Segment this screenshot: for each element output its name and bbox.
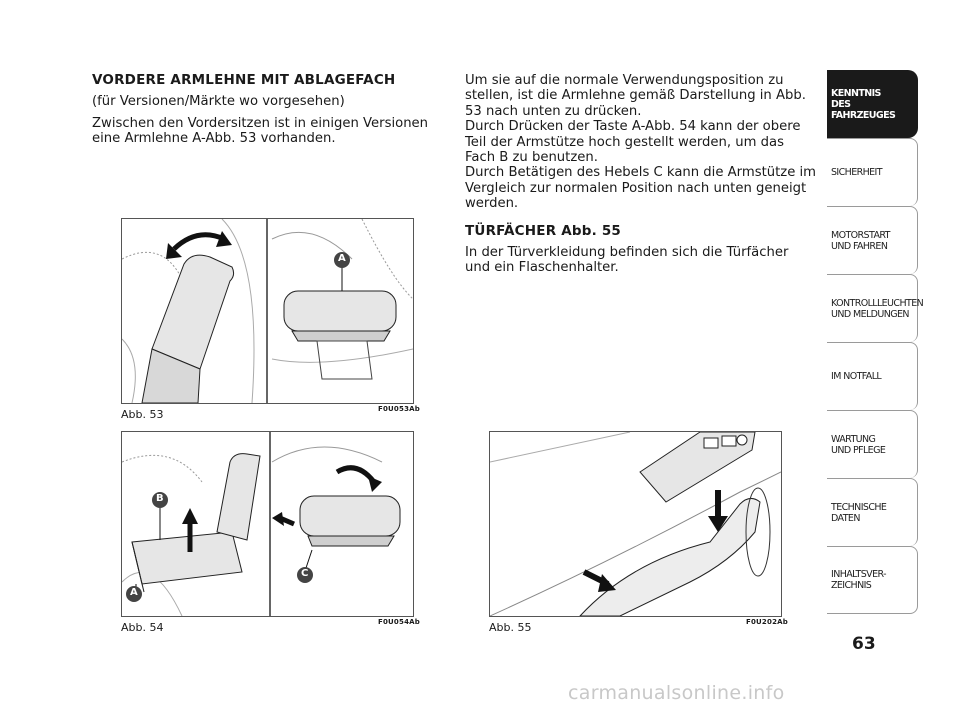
right-text-column: [465, 73, 817, 282]
tab-label: WARTUNG UND PFLEGE: [831, 433, 886, 456]
tab-sicherheit[interactable]: [827, 138, 918, 206]
tab-kontrollleuchten[interactable]: [827, 274, 924, 342]
figure-55-code: F0U202Ab: [746, 618, 788, 626]
armrest-paragraph-3: Durch Betätigen des Hebels C kann die Armstütze im Vergleich zur normalen Position nach unten geneigt werden.: [465, 165, 817, 212]
tab-label: KENNTNIS DES FAHRZEUGES: [831, 88, 896, 121]
marker-a-label: A: [338, 253, 346, 264]
tab-label: SICHERHEIT: [831, 167, 882, 178]
tab-wartung-und-pflege[interactable]: [827, 410, 918, 478]
tab-label: IM NOTFALL: [831, 371, 882, 382]
armrest-paragraph-1: Um sie auf die normale Verwendungsposition zu stellen, ist die Armlehne gemäß Darstellung in Abb. 53 nach unten zu drücken.: [465, 73, 806, 119]
figure-53-illustration: [121, 218, 414, 404]
tab-label: INHALTSVER- ZEICHNIS: [831, 569, 886, 591]
marker-b-label: B: [156, 493, 164, 504]
figure-54-illustration: [121, 431, 414, 617]
tab-inhaltsverzeichnis[interactable]: [827, 546, 918, 614]
tab-im-notfall[interactable]: [827, 342, 918, 410]
armrest-paragraph-2: Durch Drücken der Taste A-Abb. 54 kann der obere Teil der Armstütze hoch gestellt werden, um das Fach B zu benutzen.: [465, 119, 801, 166]
figure-53-code: F0U053Ab: [378, 405, 420, 413]
tab-label: KONTROLLLEUCHTEN UND MELDUNGEN: [831, 297, 924, 320]
tab-technische-daten[interactable]: [827, 478, 918, 546]
figure-53-caption: Abb. 53: [121, 408, 164, 421]
watermark: carmanualsonline.info: [568, 682, 785, 704]
marker-a-label-54: A: [130, 587, 138, 598]
section-heading-door-pockets: TÜRFÄCHER Abb. 55: [465, 222, 622, 239]
chapter-tabs: [827, 70, 924, 614]
marker-c-label: C: [301, 568, 309, 579]
armrest-intro-paragraph: Zwischen den Vordersitzen ist in einigen Versionen eine Armlehne A-Abb. 53 vorhanden.: [92, 115, 429, 147]
figure-54-caption: Abb. 54: [121, 621, 164, 634]
tab-motorstart-und-fahren[interactable]: [827, 206, 918, 274]
section-subheading: (für Versionen/Märkte wo vorgesehen): [92, 94, 345, 110]
figure-55-caption: Abb. 55: [489, 621, 532, 634]
door-pockets-paragraph: In der Türverkleidung befinden sich die Türfächer und ein Flaschenhalter.: [465, 245, 789, 276]
tab-label: MOTORSTART UND FAHREN: [831, 229, 890, 252]
page-number: 63: [852, 634, 876, 654]
figure-54-code: F0U054Ab: [378, 618, 420, 626]
section-heading-armrest: VORDERE ARMLEHNE MIT ABLAGEFACH: [92, 72, 396, 88]
left-text-column: [92, 73, 442, 153]
figure-55-illustration: [489, 431, 782, 617]
tab-label: TECHNISCHE DATEN: [831, 501, 887, 524]
tab-kenntnis-des-fahrzeuges[interactable]: [827, 70, 918, 138]
